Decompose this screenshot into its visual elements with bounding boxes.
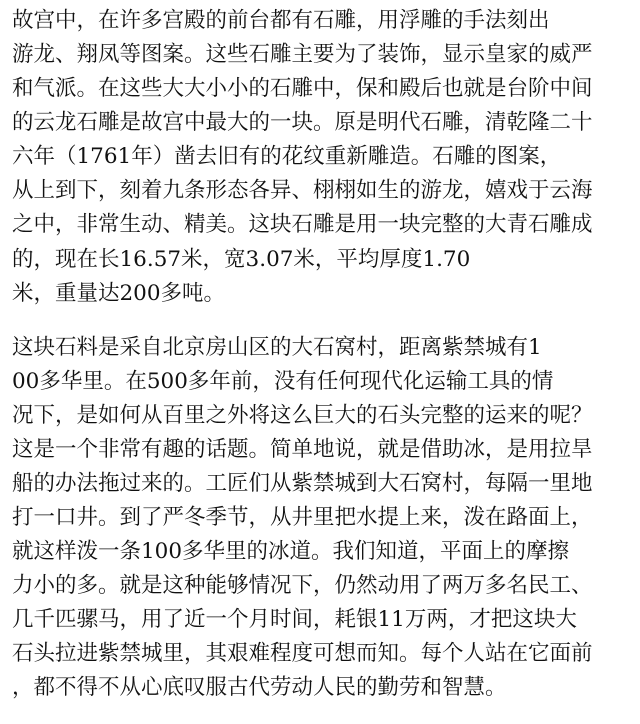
paragraph-2-line-9: 几千匹骡马，用了近一个月时间，耗银11万两，才把这块大 xyxy=(12,607,577,632)
paragraph-2-line-6: 打一口井。到了严冬季节，从井里把水提上来，泼在路面上， xyxy=(12,505,593,530)
paragraph-1-line-5: 六年（1761年）凿去旧有的花纹重新雕造。石雕的图案， xyxy=(12,144,562,169)
paragraph-2-line-10: 石头拉进紫禁城里，其艰难程度可想而知。每个人站在它面前 xyxy=(12,641,593,666)
paragraph-1-line-6: 从上到下，刻着九条形态各异、栩栩如生的游龙，嬉戏于云海 xyxy=(12,178,593,203)
paragraph-1-line-4: 的云龙石雕是故宫中最大的一块。原是明代石雕，清乾隆二十 xyxy=(12,110,593,135)
paragraph-2-line-5: 船的办法拖过来的。工匠们从紫禁城到大石窝村，每隔一里地 xyxy=(12,471,593,496)
paragraph-2-line-7: 就这样泼一条100多华里的冰道。我们知道，平面上的摩擦 xyxy=(12,539,570,564)
paragraph-2-line-3: 况下，是如何从百里之外将这么巨大的石头完整的运来的呢？ xyxy=(12,403,593,428)
paragraph-1-line-3: 和气派。在这些大大小小的石雕中，保和殿后也就是台阶中间 xyxy=(12,76,593,101)
paragraph-2-line-8: 力小的多。就是这种能够情况下，仍然动用了两万多名民工、 xyxy=(12,573,593,598)
paragraph-1-line-9: 米，重量达200多吨。 xyxy=(12,281,226,306)
paragraph-2-line-4: 这是一个非常有趣的话题。简单地说，就是借助冰，是用拉旱 xyxy=(12,437,593,462)
paragraph-2-line-2: 00多华里。在500多年前，没有任何现代化运输工具的情 xyxy=(12,369,554,394)
paragraph-1-line-2: 游龙、翔凤等图案。这些石雕主要为了装饰，显示皇家的威严 xyxy=(12,42,593,67)
paragraph-2-line-11: ，都不得不从心底叹服古代劳动人民的勤劳和智慧。 xyxy=(12,675,507,700)
paragraph-1-line-8: 的，现在长16.57米，宽3.07米，平均厚度1.70 xyxy=(12,247,471,272)
paragraph-2-line-1: 这块石料是采自北京房山区的大石窝村，距离紫禁城有1 xyxy=(12,335,542,360)
paragraph-1-line-7: 之中，非常生动、精美。这块石雕是用一块完整的大青石雕成 xyxy=(12,212,593,237)
paragraph-1-line-1: 故宫中，在许多宫殿的前台都有石雕，用浮雕的手法刻出 xyxy=(12,8,550,33)
